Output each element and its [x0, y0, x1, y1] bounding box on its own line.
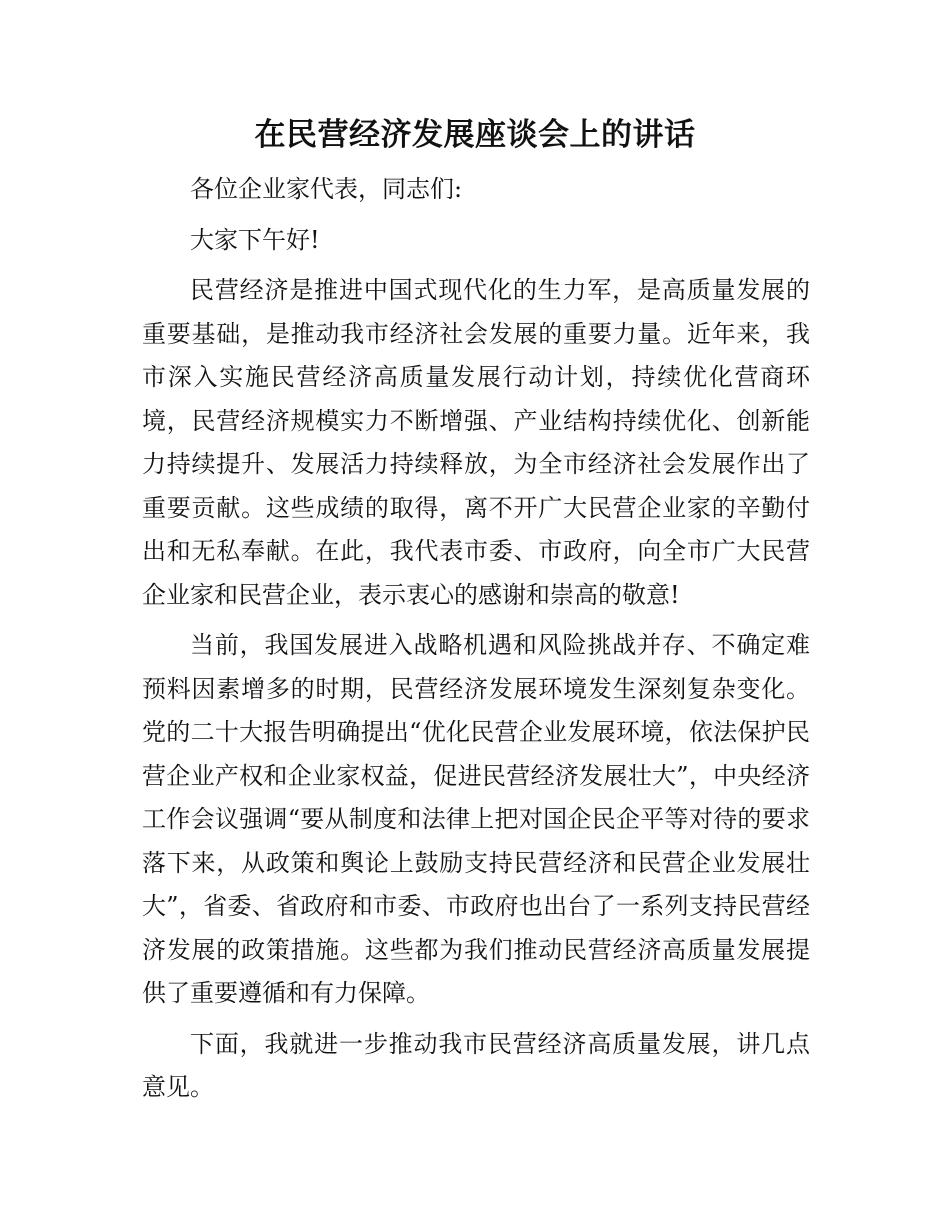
paragraph-greeting: 大家下午好! [190, 225, 320, 254]
document-title: 在民营经济发展座谈会上的讲话 [254, 117, 696, 153]
paragraph-salutation: 各位企业家代表，同志们: [190, 175, 463, 203]
document-body [142, 168, 810, 1117]
paragraph-transition: 下面，我就进一步推动我市民营经济高质量发展，讲几点意见。 [142, 1029, 810, 1101]
paragraph-achievements: 民营经济是推进中国式现代化的生力军，是高质量发展的重要基础，是推动我市经济社会发展的重要力量。近年来，我市深入实施民营经济高质量发展行动计划，持续优化营商环境，民营经济规模实力不断增强、产业结构持续优化、创新能力持续提升、发展活力持续释放，为全市经济社会发展作出了重要贡献。这些成绩的取得，离不开广大民营企业家的辛勤付出和无私奉献。在此，我代表市委、市政府，向全市广大民营企业家和民营企业，表示衷心的感谢和崇高的敬意! [142, 276, 810, 609]
paragraph-current-situation: 当前，我国发展进入战略机遇和风险挑战并存、不确定难预料因素增多的时期，民营经济发展环境发生深刻复杂变化。党的二十大报告明确提出“优化民营企业发展环境，依法保护民营企业产权和企业家权益，促进民营经济发展壮大”，中央经济工作会议强调“要从制度和法律上把对国企民企平等对待的要求落下来，从政策和舆论上鼓励支持民营经济和民营企业发展壮大”，省委、省政府和市委、市政府也出台了一系列支持民营经济发展的政策措施。这些都为我们推动民营经济高质量发展提供了重要遵循和有力保障。 [142, 631, 810, 1007]
